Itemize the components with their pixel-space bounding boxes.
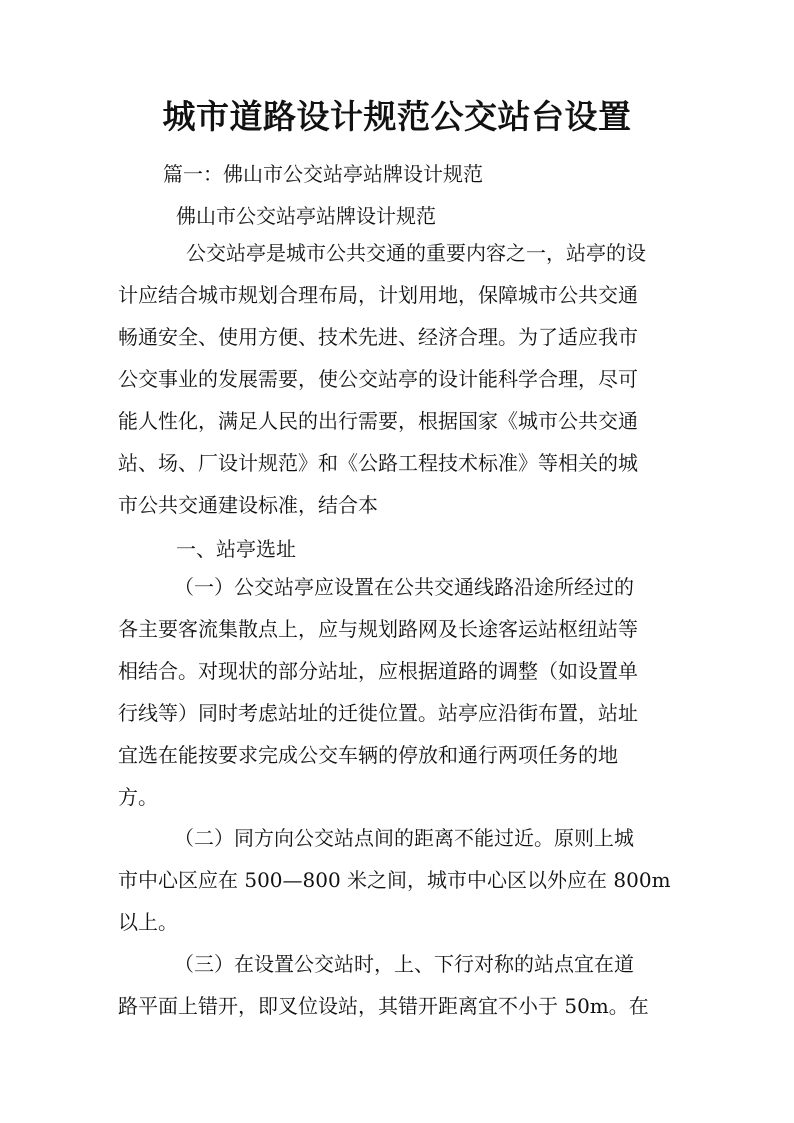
document-subheading: 佛山市公交站亭站牌设计规范 bbox=[176, 204, 436, 228]
clause-line: 市中心区应在 500—800 米之间，城市中心区以外应在 800m bbox=[118, 868, 671, 892]
intro-line: 计应结合城市规划合理布局，计划用地，保障城市公共交通 bbox=[118, 283, 638, 307]
intro-line: 公交站亭是城市公共交通的重要内容之一，站亭的设 bbox=[166, 241, 646, 265]
intro-line: 畅通安全、使用方便、技术先进、经济合理。为了适应我市 bbox=[118, 325, 638, 349]
clause-3-paragraph bbox=[118, 943, 678, 1027]
intro-line: 能人性化，满足人民的出行需要，根据国家《城市公共交通 bbox=[118, 409, 638, 433]
clause-line: 相结合。对现状的部分站址，应根据道路的调整（如设置单 bbox=[118, 659, 638, 683]
intro-line: 站、场、厂设计规范》和《公路工程技术标准》等相关的城 bbox=[118, 451, 638, 475]
clause-line: （三）在设置公交站时，上、下行对称的站点宜在道 bbox=[174, 952, 634, 976]
clause-1-paragraph bbox=[118, 566, 678, 818]
clause-line: 宜选在能按要求完成公交车辆的停放和通行两项任务的地 bbox=[118, 743, 618, 767]
clause-line: 以上。 bbox=[118, 910, 178, 934]
intro-paragraph bbox=[118, 232, 678, 526]
clause-line: （二）同方向公交站点间的距离不能过近。原则上城 bbox=[174, 826, 634, 850]
section-heading: 一、站亭选址 bbox=[176, 537, 296, 561]
intro-line: 公交事业的发展需要，使公交站亭的设计能科学合理，尽可 bbox=[118, 367, 638, 391]
document-subtitle: 篇一：佛山市公交站亭站牌设计规范 bbox=[163, 162, 483, 186]
clause-line: 行线等）同时考虑站址的迁徙位置。站亭应沿街布置，站址 bbox=[118, 701, 638, 725]
clause-line: 方。 bbox=[118, 785, 158, 809]
document-title: 城市道路设计规范公交站台设置 bbox=[162, 97, 632, 136]
clause-2-paragraph bbox=[118, 817, 678, 943]
clause-line: （一）公交站亭应设置在公共交通线路沿途所经过的 bbox=[174, 575, 634, 599]
clause-line: 路平面上错开，即叉位设站，其错开距离宜不小于 50m。在 bbox=[118, 994, 649, 1018]
clause-line: 各主要客流集散点上，应与规划路网及长途客运站枢纽站等 bbox=[118, 617, 638, 641]
intro-line: 市公共交通建设标准，结合本 bbox=[118, 493, 378, 517]
